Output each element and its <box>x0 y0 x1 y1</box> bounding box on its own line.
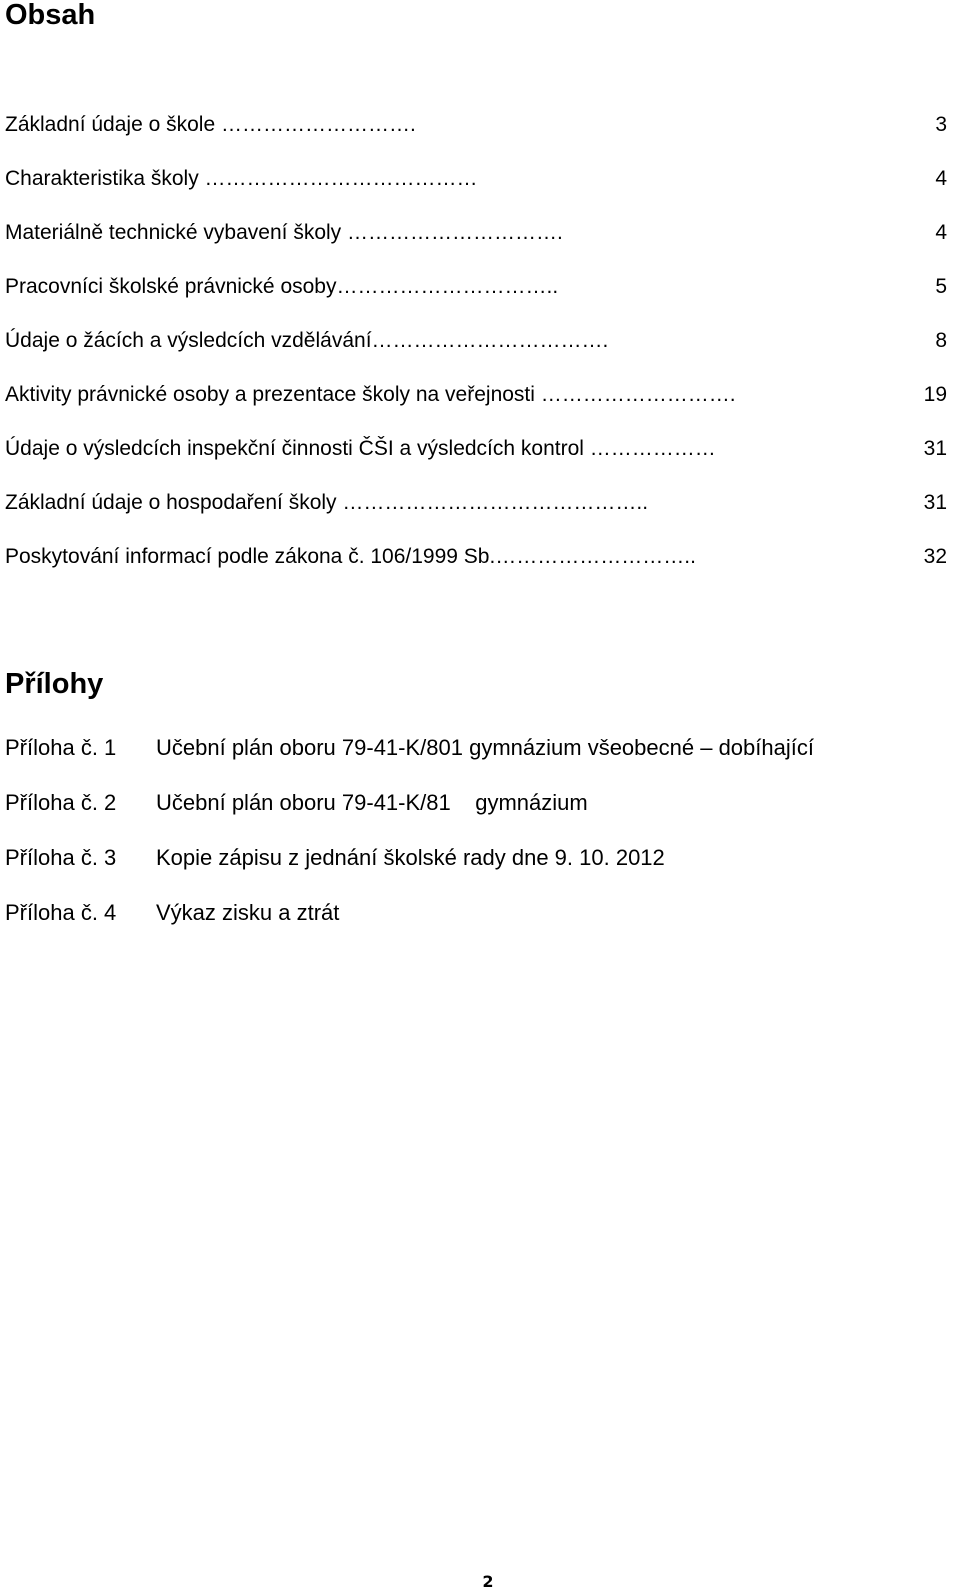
toc-entry <box>5 110 950 164</box>
attachment-item <box>5 733 950 788</box>
toc-entry-text: Poskytování informací podle zákona č. 106/1999 Sb.……………………….. <box>5 545 696 568</box>
toc-entry <box>5 164 950 218</box>
toc-entry-text: Materiálně technické vybavení školy …………………………. <box>5 221 563 244</box>
toc-entry-text: Základní údaje o škole ………………………. <box>5 113 416 136</box>
attachment-number: Příloha č. 2 <box>5 790 117 815</box>
toc-entry <box>5 542 950 596</box>
toc-entry-page: 5 <box>935 275 947 298</box>
attachments-title: Přílohy <box>5 668 104 700</box>
attachments-list <box>5 733 950 953</box>
table-of-contents <box>5 110 950 596</box>
toc-entry-page: 31 <box>923 491 947 514</box>
page-title: Obsah <box>5 0 96 31</box>
attachment-item <box>5 843 950 898</box>
attachment-item <box>5 788 950 843</box>
toc-entry-text: Základní údaje o hospodaření školy …………………………………….. <box>5 491 649 514</box>
toc-entry <box>5 380 950 434</box>
attachment-number: Příloha č. 1 <box>5 735 117 760</box>
attachment-description: Učební plán oboru 79-41-K/81 gymnázium <box>156 790 588 815</box>
attachment-description: Učební plán oboru 79-41-K/801 gymnázium všeobecné – dobíhající <box>156 735 814 760</box>
toc-entry-page: 19 <box>923 383 947 406</box>
toc-entry-text: Pracovníci školské právnické osoby………………………….. <box>5 275 559 298</box>
toc-entry <box>5 326 950 380</box>
attachment-description: Kopie zápisu z jednání školské rady dne 9. 10. 2012 <box>156 845 665 870</box>
toc-entry-page: 3 <box>935 113 947 136</box>
attachment-description: Výkaz zisku a ztrát <box>156 900 340 925</box>
toc-entry-text: Údaje o žácích a výsledcích vzdělávání……………………………. <box>5 329 609 352</box>
toc-entry-page: 4 <box>935 221 947 244</box>
toc-entry-text: Údaje o výsledcích inspekční činnosti ČŠI a výsledcích kontrol ……………… <box>5 437 716 460</box>
toc-entry-page: 32 <box>923 545 947 568</box>
toc-entry <box>5 218 950 272</box>
toc-entry-page: 31 <box>923 437 947 460</box>
attachment-item <box>5 898 950 953</box>
attachment-number: Příloha č. 4 <box>5 900 117 925</box>
attachment-number: Příloha č. 3 <box>5 845 117 870</box>
toc-entry-page: 8 <box>935 329 947 352</box>
toc-entry <box>5 488 950 542</box>
toc-entry-page: 4 <box>935 167 947 190</box>
page-number: 2 <box>482 1572 494 1591</box>
toc-entry <box>5 434 950 488</box>
toc-entry <box>5 272 950 326</box>
toc-entry-text: Aktivity právnické osoby a prezentace školy na veřejnosti ………………………. <box>5 383 736 406</box>
toc-entry-text: Charakteristika školy ………………………………… <box>5 167 478 190</box>
